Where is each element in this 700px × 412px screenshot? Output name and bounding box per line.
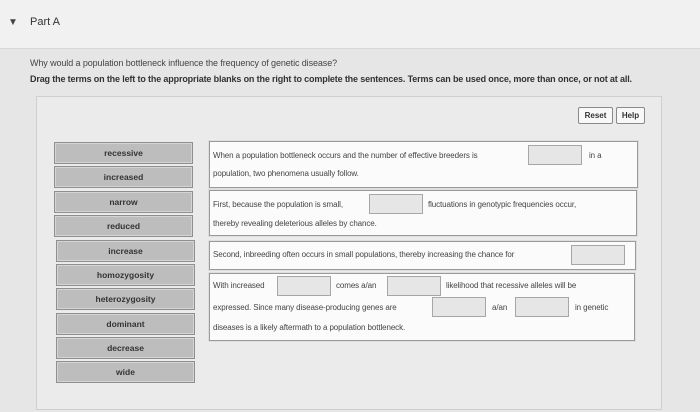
sentence-2-text-a: First, because the population is small, xyxy=(213,200,343,209)
term-increase[interactable]: increase xyxy=(56,240,195,262)
collapse-toggle-icon[interactable]: ▼ xyxy=(8,17,18,28)
sentence-2-text-b: fluctuations in genotypic frequencies occur, xyxy=(428,200,577,209)
part-header[interactable] xyxy=(0,0,700,49)
sentence-4-text-d: expressed. Since many disease-producing genes are xyxy=(213,303,397,312)
sentence-4-text-e: a/an xyxy=(492,303,508,312)
blank-4[interactable] xyxy=(277,276,331,296)
blank-6[interactable] xyxy=(432,297,486,317)
sentence-4-text-a: With increased xyxy=(213,281,265,290)
sentence-4-text-c: likelihood that recessive alleles will be xyxy=(446,281,577,290)
term-narrow[interactable]: narrow xyxy=(54,191,193,213)
term-reduced[interactable]: reduced xyxy=(54,215,193,237)
term-homozygosity[interactable]: homozygosity xyxy=(56,264,195,286)
term-wide[interactable]: wide xyxy=(56,361,195,383)
term-heterozygosity[interactable]: heterozygosity xyxy=(56,288,195,310)
term-increased[interactable]: increased xyxy=(54,166,193,188)
blank-7[interactable] xyxy=(515,297,569,317)
term-dominant[interactable]: dominant xyxy=(56,313,195,335)
sentence-3-text-a: Second, inbreeding often occurs in small populations, thereby increasing the chance for xyxy=(213,250,515,259)
term-decrease[interactable]: decrease xyxy=(56,337,195,359)
help-button[interactable]: Help xyxy=(616,107,645,124)
instructions-text: Drag the terms on the left to the appropriate blanks on the right to complete the sentences. Terms can be used once, more than once, or not at all. xyxy=(30,74,632,84)
term-recessive[interactable]: recessive xyxy=(54,142,193,164)
sentence-1-text-c: population, two phenomena usually follow. xyxy=(213,169,359,178)
sentence-4-text-b: comes a/an xyxy=(336,281,377,290)
blank-2[interactable] xyxy=(369,194,423,214)
part-title: Part A xyxy=(30,16,60,28)
sentence-2 xyxy=(209,190,637,236)
blank-5[interactable] xyxy=(387,276,441,296)
sentence-1-text-b: in a xyxy=(589,151,602,160)
sentence-4-text-g: diseases is a likely aftermath to a population bottleneck. xyxy=(213,323,406,332)
sentence-2-text-c: thereby revealing deleterious alleles by chance. xyxy=(213,219,377,228)
blank-3[interactable] xyxy=(571,245,625,265)
blank-1[interactable] xyxy=(528,145,582,165)
sentence-1-text-a: When a population bottleneck occurs and the number of effective breeders is xyxy=(213,151,478,160)
question-text: Why would a population bottleneck influence the frequency of genetic disease? xyxy=(30,58,338,68)
reset-button[interactable]: Reset xyxy=(578,107,613,124)
sentence-4-text-f: in genetic xyxy=(575,303,609,312)
